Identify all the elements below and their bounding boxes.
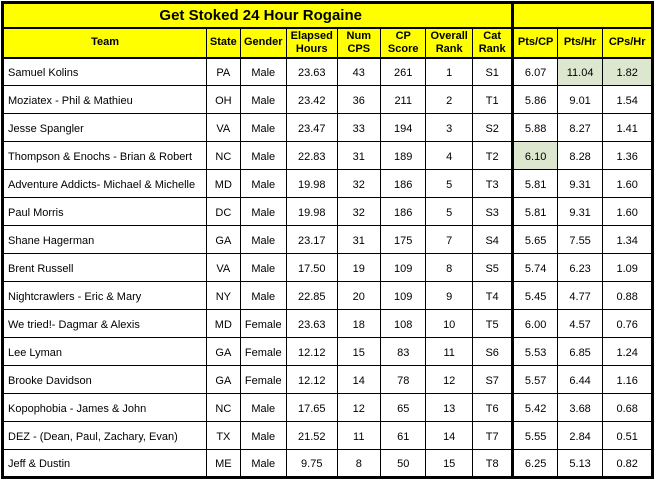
cell-pts_cp: 5.86 bbox=[513, 86, 557, 114]
cell-overall_rank: 5 bbox=[426, 198, 472, 226]
cell-state: VA bbox=[207, 114, 240, 142]
cell-team: Thompson & Enochs - Brian & Robert bbox=[3, 142, 207, 170]
cell-num_cps: 31 bbox=[337, 226, 380, 254]
cell-cp_score: 83 bbox=[380, 338, 425, 366]
title-row-spacer bbox=[513, 3, 653, 28]
cell-pts_cp: 5.55 bbox=[513, 422, 557, 450]
cell-pts_hr: 6.23 bbox=[557, 254, 602, 282]
cell-cat_rank: S2 bbox=[472, 114, 512, 142]
column-header-cat_rank: Cat Rank bbox=[472, 28, 512, 58]
column-header-cps_hr: CPs/Hr bbox=[603, 28, 653, 58]
cell-cp_score: 108 bbox=[380, 310, 425, 338]
cell-elapsed_hours: 17.50 bbox=[287, 254, 338, 282]
cell-elapsed_hours: 23.63 bbox=[287, 310, 338, 338]
cell-num_cps: 20 bbox=[337, 282, 380, 310]
cell-num_cps: 19 bbox=[337, 254, 380, 282]
cell-overall_rank: 7 bbox=[426, 226, 472, 254]
cell-overall_rank: 5 bbox=[426, 170, 472, 198]
column-header-team: Team bbox=[3, 28, 207, 58]
cell-cps_hr: 1.54 bbox=[603, 86, 653, 114]
cell-cat_rank: T5 bbox=[472, 310, 512, 338]
cell-pts_cp: 5.81 bbox=[513, 170, 557, 198]
table-row bbox=[3, 450, 653, 478]
cell-team: Lee Lyman bbox=[3, 338, 207, 366]
cell-elapsed_hours: 22.85 bbox=[287, 282, 338, 310]
cell-elapsed_hours: 19.98 bbox=[287, 170, 338, 198]
cell-overall_rank: 8 bbox=[426, 254, 472, 282]
cell-gender: Male bbox=[240, 58, 286, 86]
cell-state: PA bbox=[207, 58, 240, 86]
column-header-elapsed_hours: Elapsed Hours bbox=[287, 28, 338, 58]
cell-gender: Male bbox=[240, 86, 286, 114]
cell-cps_hr: 0.51 bbox=[603, 422, 653, 450]
cell-pts_hr: 4.77 bbox=[557, 282, 602, 310]
cell-num_cps: 8 bbox=[337, 450, 380, 478]
cell-num_cps: 36 bbox=[337, 86, 380, 114]
cell-num_cps: 18 bbox=[337, 310, 380, 338]
cell-pts_cp: 5.53 bbox=[513, 338, 557, 366]
cell-team: Adventure Addicts- Michael & Michelle bbox=[3, 170, 207, 198]
spreadsheet bbox=[1, 1, 654, 479]
cell-elapsed_hours: 12.12 bbox=[287, 338, 338, 366]
cell-pts_hr: 3.68 bbox=[557, 394, 602, 422]
cell-cp_score: 175 bbox=[380, 226, 425, 254]
table-row bbox=[3, 282, 653, 310]
cell-cps_hr: 0.88 bbox=[603, 282, 653, 310]
table-row bbox=[3, 86, 653, 114]
column-header-overall_rank: Overall Rank bbox=[426, 28, 472, 58]
cell-pts_hr: 8.27 bbox=[557, 114, 602, 142]
column-header-num_cps: Num CPS bbox=[337, 28, 380, 58]
cell-cps_hr: 1.24 bbox=[603, 338, 653, 366]
cell-cps_hr: 1.41 bbox=[603, 114, 653, 142]
cell-gender: Male bbox=[240, 254, 286, 282]
cell-num_cps: 14 bbox=[337, 366, 380, 394]
cell-pts_cp: 5.57 bbox=[513, 366, 557, 394]
cell-overall_rank: 10 bbox=[426, 310, 472, 338]
cell-cat_rank: S1 bbox=[472, 58, 512, 86]
cell-pts_cp: 5.74 bbox=[513, 254, 557, 282]
cell-team: Moziatex - Phil & Mathieu bbox=[3, 86, 207, 114]
cell-pts_hr: 7.55 bbox=[557, 226, 602, 254]
cell-elapsed_hours: 23.47 bbox=[287, 114, 338, 142]
cell-pts_cp: 5.42 bbox=[513, 394, 557, 422]
cell-cp_score: 189 bbox=[380, 142, 425, 170]
cell-cat_rank: T8 bbox=[472, 450, 512, 478]
cell-cp_score: 50 bbox=[380, 450, 425, 478]
cell-state: MD bbox=[207, 310, 240, 338]
cell-state: MD bbox=[207, 170, 240, 198]
cell-num_cps: 32 bbox=[337, 170, 380, 198]
cell-cat_rank: T2 bbox=[472, 142, 512, 170]
cell-pts_hr: 9.31 bbox=[557, 170, 602, 198]
cell-cps_hr: 1.60 bbox=[603, 198, 653, 226]
cell-gender: Female bbox=[240, 310, 286, 338]
cell-team: Brooke Davidson bbox=[3, 366, 207, 394]
cell-num_cps: 11 bbox=[337, 422, 380, 450]
cell-elapsed_hours: 23.42 bbox=[287, 86, 338, 114]
cell-pts_cp: 5.65 bbox=[513, 226, 557, 254]
cell-cp_score: 261 bbox=[380, 58, 425, 86]
cell-cat_rank: S4 bbox=[472, 226, 512, 254]
cell-cp_score: 109 bbox=[380, 282, 425, 310]
cell-state: GA bbox=[207, 226, 240, 254]
cell-cps_hr: 1.82 bbox=[603, 58, 653, 86]
cell-cp_score: 65 bbox=[380, 394, 425, 422]
cell-team: Shane Hagerman bbox=[3, 226, 207, 254]
cell-state: VA bbox=[207, 254, 240, 282]
cell-overall_rank: 2 bbox=[426, 86, 472, 114]
cell-team: Jesse Spangler bbox=[3, 114, 207, 142]
cell-state: GA bbox=[207, 338, 240, 366]
cell-cps_hr: 1.16 bbox=[603, 366, 653, 394]
cell-pts_cp: 5.45 bbox=[513, 282, 557, 310]
cell-gender: Male bbox=[240, 142, 286, 170]
column-header-gender: Gender bbox=[240, 28, 286, 58]
column-header-cp_score: CP Score bbox=[380, 28, 425, 58]
cell-cat_rank: S3 bbox=[472, 198, 512, 226]
table-row bbox=[3, 366, 653, 394]
cell-elapsed_hours: 22.83 bbox=[287, 142, 338, 170]
cell-cp_score: 109 bbox=[380, 254, 425, 282]
cell-gender: Male bbox=[240, 114, 286, 142]
cell-pts_hr: 2.84 bbox=[557, 422, 602, 450]
page-title: Get Stoked 24 Hour Rogaine bbox=[3, 3, 513, 28]
cell-elapsed_hours: 12.12 bbox=[287, 366, 338, 394]
cell-overall_rank: 13 bbox=[426, 394, 472, 422]
cell-cp_score: 186 bbox=[380, 170, 425, 198]
column-header-state: State bbox=[207, 28, 240, 58]
cell-overall_rank: 14 bbox=[426, 422, 472, 450]
column-header-pts_hr: Pts/Hr bbox=[557, 28, 602, 58]
cell-elapsed_hours: 21.52 bbox=[287, 422, 338, 450]
cell-gender: Female bbox=[240, 338, 286, 366]
cell-gender: Male bbox=[240, 282, 286, 310]
cell-team: We tried!- Dagmar & Alexis bbox=[3, 310, 207, 338]
cell-pts_cp: 5.81 bbox=[513, 198, 557, 226]
cell-team: DEZ - (Dean, Paul, Zachary, Evan) bbox=[3, 422, 207, 450]
cell-pts_hr: 5.13 bbox=[557, 450, 602, 478]
cell-state: TX bbox=[207, 422, 240, 450]
cell-pts_hr: 9.31 bbox=[557, 198, 602, 226]
table-row bbox=[3, 310, 653, 338]
cell-gender: Male bbox=[240, 170, 286, 198]
cell-pts_hr: 11.04 bbox=[557, 58, 602, 86]
cell-gender: Male bbox=[240, 226, 286, 254]
table-row bbox=[3, 254, 653, 282]
cell-elapsed_hours: 9.75 bbox=[287, 450, 338, 478]
cell-gender: Male bbox=[240, 450, 286, 478]
table-row bbox=[3, 226, 653, 254]
cell-num_cps: 32 bbox=[337, 198, 380, 226]
cell-cps_hr: 0.76 bbox=[603, 310, 653, 338]
cell-cat_rank: T7 bbox=[472, 422, 512, 450]
cell-elapsed_hours: 19.98 bbox=[287, 198, 338, 226]
cell-pts_hr: 4.57 bbox=[557, 310, 602, 338]
cell-elapsed_hours: 23.63 bbox=[287, 58, 338, 86]
cell-cp_score: 194 bbox=[380, 114, 425, 142]
cell-cps_hr: 0.82 bbox=[603, 450, 653, 478]
cell-team: Samuel Kolins bbox=[3, 58, 207, 86]
cell-cps_hr: 0.68 bbox=[603, 394, 653, 422]
table-row bbox=[3, 142, 653, 170]
cell-state: DC bbox=[207, 198, 240, 226]
cell-cp_score: 61 bbox=[380, 422, 425, 450]
cell-gender: Male bbox=[240, 394, 286, 422]
table-row bbox=[3, 170, 653, 198]
cell-cat_rank: T1 bbox=[472, 86, 512, 114]
cell-cp_score: 211 bbox=[380, 86, 425, 114]
cell-cat_rank: T6 bbox=[472, 394, 512, 422]
cell-pts_cp: 6.00 bbox=[513, 310, 557, 338]
cell-cps_hr: 1.34 bbox=[603, 226, 653, 254]
cell-pts_hr: 8.28 bbox=[557, 142, 602, 170]
cell-num_cps: 33 bbox=[337, 114, 380, 142]
cell-team: Paul Morris bbox=[3, 198, 207, 226]
cell-overall_rank: 4 bbox=[426, 142, 472, 170]
table-body bbox=[3, 58, 653, 478]
cell-pts_cp: 5.88 bbox=[513, 114, 557, 142]
table-row bbox=[3, 422, 653, 450]
cell-num_cps: 15 bbox=[337, 338, 380, 366]
cell-cp_score: 78 bbox=[380, 366, 425, 394]
cell-cp_score: 186 bbox=[380, 198, 425, 226]
title-row bbox=[3, 3, 653, 28]
table-row bbox=[3, 114, 653, 142]
cell-state: ME bbox=[207, 450, 240, 478]
cell-cps_hr: 1.60 bbox=[603, 170, 653, 198]
cell-overall_rank: 12 bbox=[426, 366, 472, 394]
cell-num_cps: 12 bbox=[337, 394, 380, 422]
table-row bbox=[3, 394, 653, 422]
cell-overall_rank: 3 bbox=[426, 114, 472, 142]
cell-cps_hr: 1.36 bbox=[603, 142, 653, 170]
cell-cat_rank: S6 bbox=[472, 338, 512, 366]
cell-state: GA bbox=[207, 366, 240, 394]
cell-overall_rank: 11 bbox=[426, 338, 472, 366]
cell-state: NC bbox=[207, 142, 240, 170]
cell-gender: Female bbox=[240, 366, 286, 394]
cell-pts_cp: 6.07 bbox=[513, 58, 557, 86]
cell-overall_rank: 9 bbox=[426, 282, 472, 310]
table-row bbox=[3, 58, 653, 86]
cell-cat_rank: S7 bbox=[472, 366, 512, 394]
cell-overall_rank: 1 bbox=[426, 58, 472, 86]
cell-pts_hr: 6.44 bbox=[557, 366, 602, 394]
cell-cat_rank: T4 bbox=[472, 282, 512, 310]
cell-team: Kopophobia - James & John bbox=[3, 394, 207, 422]
cell-overall_rank: 15 bbox=[426, 450, 472, 478]
cell-state: NC bbox=[207, 394, 240, 422]
results-table bbox=[1, 1, 654, 479]
header-row bbox=[3, 28, 653, 58]
cell-num_cps: 43 bbox=[337, 58, 380, 86]
cell-state: OH bbox=[207, 86, 240, 114]
cell-cat_rank: S5 bbox=[472, 254, 512, 282]
cell-team: Jeff & Dustin bbox=[3, 450, 207, 478]
cell-pts_hr: 9.01 bbox=[557, 86, 602, 114]
cell-elapsed_hours: 23.17 bbox=[287, 226, 338, 254]
table-row bbox=[3, 198, 653, 226]
cell-cps_hr: 1.09 bbox=[603, 254, 653, 282]
cell-elapsed_hours: 17.65 bbox=[287, 394, 338, 422]
cell-state: NY bbox=[207, 282, 240, 310]
cell-gender: Male bbox=[240, 198, 286, 226]
cell-cat_rank: T3 bbox=[472, 170, 512, 198]
cell-team: Nightcrawlers - Eric & Mary bbox=[3, 282, 207, 310]
cell-num_cps: 31 bbox=[337, 142, 380, 170]
cell-team: Brent Russell bbox=[3, 254, 207, 282]
cell-pts_cp: 6.25 bbox=[513, 450, 557, 478]
cell-pts_hr: 6.85 bbox=[557, 338, 602, 366]
cell-pts_cp: 6.10 bbox=[513, 142, 557, 170]
column-header-pts_cp: Pts/CP bbox=[513, 28, 557, 58]
table-row bbox=[3, 338, 653, 366]
cell-gender: Male bbox=[240, 422, 286, 450]
